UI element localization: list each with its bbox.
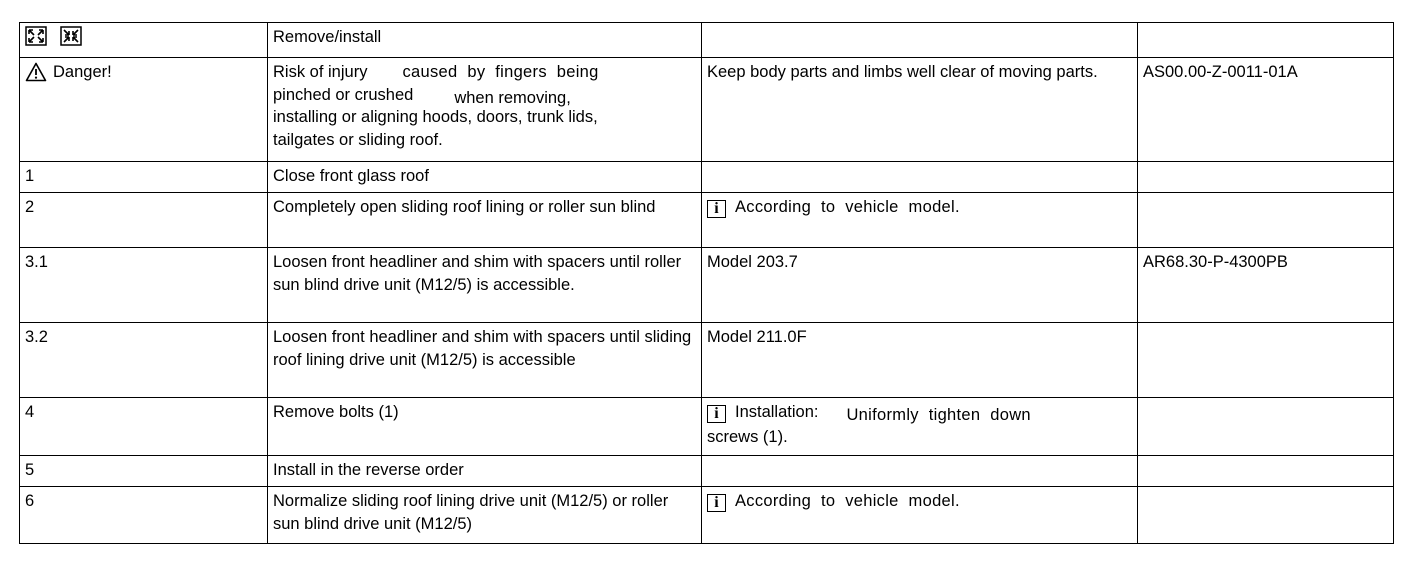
step-note-text: screws (1). (707, 427, 788, 446)
table-row (20, 398, 1394, 456)
step-note-text: Uniformly tighten down (846, 406, 1031, 424)
step-ref (1138, 487, 1394, 544)
remove-arrows-icon (25, 26, 47, 46)
procedure-table (19, 22, 1394, 544)
warning-triangle-icon (25, 62, 47, 82)
step-ref (1138, 456, 1394, 487)
step-note (702, 456, 1138, 487)
step-note-text: According to vehicle model. (735, 198, 960, 216)
risk-part: caused by fingers being (402, 63, 599, 81)
step-note (702, 398, 1138, 456)
step-number: 3.1 (20, 248, 268, 323)
step-text: Normalize sliding roof lining drive unit (M12/5) or roller sun blind drive unit (M12/5) (268, 487, 702, 544)
step-ref (1138, 323, 1394, 398)
step-number: 4 (20, 398, 268, 456)
step-number: 2 (20, 193, 268, 248)
table-row (20, 323, 1394, 398)
step-number: 5 (20, 456, 268, 487)
table-row (20, 248, 1394, 323)
step-note (702, 162, 1138, 193)
step-note: Model 203.7 (702, 248, 1138, 323)
risk-part: installing or aligning hoods, doors, trunk lids, (273, 108, 598, 126)
info-icon: i (707, 200, 726, 218)
step-text: Loosen front headliner and shim with spacers until sliding roof lining drive unit (M12/5) is accessible (268, 323, 702, 398)
step-note: Model 211.0F (702, 323, 1138, 398)
step-ref (1138, 162, 1394, 193)
danger-risk-text (268, 58, 702, 162)
risk-part: pinched or crushed (273, 85, 414, 104)
risk-part: when removing, (454, 88, 571, 107)
info-icon: i (707, 405, 726, 423)
step-text: Close front glass roof (268, 162, 702, 193)
info-icon: i (707, 494, 726, 512)
danger-label: Danger! (53, 63, 112, 81)
table-row (20, 456, 1394, 487)
danger-ref: AS00.00-Z-0011-01A (1138, 58, 1394, 162)
header-empty-cell (702, 23, 1138, 58)
step-text: Completely open sliding roof lining or roller sun blind (268, 193, 702, 248)
install-arrows-icon (60, 26, 82, 46)
step-text: Remove bolts (1) (268, 398, 702, 456)
step-number: 1 (20, 162, 268, 193)
step-ref (1138, 193, 1394, 248)
step-number: 3.2 (20, 323, 268, 398)
table-row (20, 193, 1394, 248)
step-ref: AR68.30-P-4300PB (1138, 248, 1394, 323)
step-ref (1138, 398, 1394, 456)
step-note-label: Installation: (735, 403, 819, 421)
danger-cell (20, 58, 268, 162)
step-note (702, 193, 1138, 248)
danger-measure: Keep body parts and limbs well clear of moving parts. (702, 58, 1138, 162)
step-note (702, 487, 1138, 544)
table-row (20, 162, 1394, 193)
danger-row (20, 58, 1394, 162)
step-number: 6 (20, 487, 268, 544)
step-note-text: According to vehicle model. (735, 492, 960, 510)
step-text: Loosen front headliner and shim with spacers until roller sun blind drive unit (M12/5) is accessible. (268, 248, 702, 323)
table-row (20, 487, 1394, 544)
step-text: Install in the reverse order (268, 456, 702, 487)
header-empty-cell (1138, 23, 1394, 58)
risk-part: tailgates or sliding roof. (273, 130, 443, 149)
risk-part: Risk of injury (273, 63, 368, 81)
header-label: Remove/install (268, 23, 702, 58)
header-row (20, 23, 1394, 58)
header-icons-cell (20, 23, 268, 58)
